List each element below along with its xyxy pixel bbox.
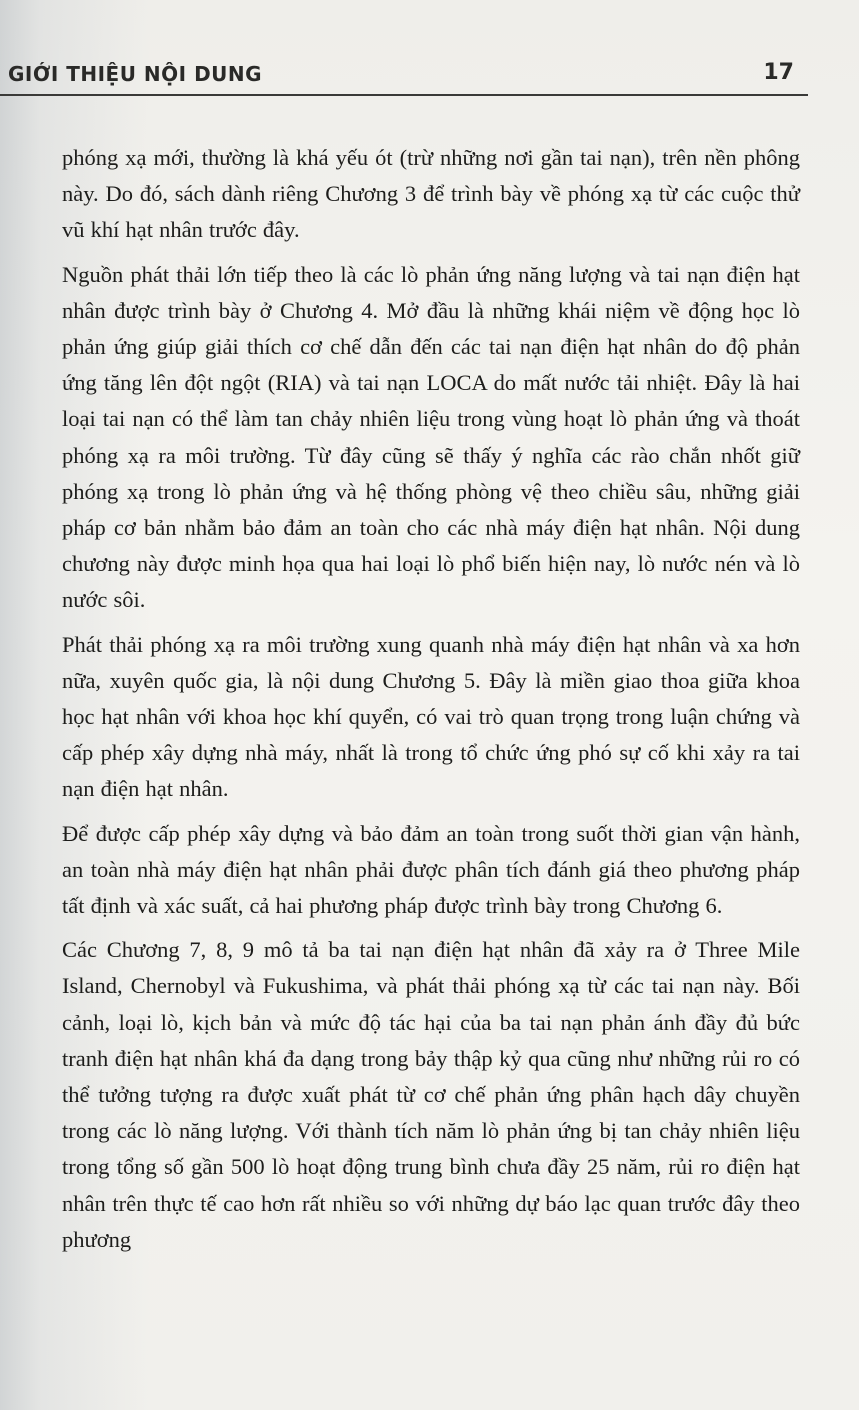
body-text: [62, 140, 800, 1258]
header-divider: [0, 94, 808, 96]
paragraph: Các Chương 7, 8, 9 mô tả ba tai nạn điện hạt nhân đã xảy ra ở Three Mile Island, Chernobyl và Fukushima, và phát thải phóng xạ từ các tai nạn này. Bối cảnh, loại lò, kịch bản và mức độ tác hại của ba tai nạn phản ánh đầy đủ bức tranh điện hạt nhân khá đa dạng trong bảy thập kỷ qua cũng như những rủi ro có thể tưởng tượng ra được xuất phát từ cơ chế phản ứng phân hạch dây chuyền trong các lò năng lượng. Với thành tích năm lò phản ứng bị tan chảy nhiên liệu trong tổng số gần 500 lò hoạt động trung bình chưa đầy 25 năm, rủi ro điện hạt nhân trên thực tế cao hơn rất nhiều so với những dự báo lạc quan trước đây theo phương: [62, 937, 800, 1252]
paragraph: phóng xạ mới, thường là khá yếu ót (trừ những nơi gần tai nạn), trên nền phông này. Do đó, sách dành riêng Chương 3 để trình bày về phóng xạ từ các cuộc thử vũ khí hạt nhân trước đây.: [62, 145, 800, 243]
paragraph: Nguồn phát thải lớn tiếp theo là các lò phản ứng năng lượng và tai nạn điện hạt nhân được trình bày ở Chương 4. Mở đầu là những khái niệm về động học lò phản ứng giúp giải thích cơ chế dẫn đến các tai nạn điện hạt nhân do độ phản ứng tăng lên đột ngột (RIA) và tai nạn LOCA do mất nước tải nhiệt. Đây là hai loại tai nạn có thể làm tan chảy nhiên liệu trong vùng hoạt lò phản ứng và thoát phóng xạ ra môi trường. Từ đây cũng sẽ thấy ý nghĩa các rào chắn nhốt giữ phóng xạ trong lò phản ứng và hệ thống phòng vệ theo chiều sâu, những giải pháp cơ bản nhằm bảo đảm an toàn cho các nhà máy điện hạt nhân. Nội dung chương này được minh họa qua hai loại lò phổ biến hiện nay, lò nước nén và lò nước sôi.: [62, 261, 800, 613]
page-number: 17: [763, 60, 794, 85]
chapter-title: GIỚI THIỆU NỘI DUNG: [8, 62, 263, 86]
running-header: [0, 52, 859, 100]
paragraph: Phát thải phóng xạ ra môi trường xung quanh nhà máy điện hạt nhân và xa hơn nữa, xuyên quốc gia, là nội dung Chương 5. Đây là miền giao thoa giữa khoa học hạt nhân với khoa học khí quyển, có vai trò quan trọng trong luận chứng và cấp phép xây dựng nhà máy, nhất là trong tổ chức ứng phó sự cố khi xảy ra tai nạn điện hạt nhân.: [62, 631, 800, 802]
paragraph: Để được cấp phép xây dựng và bảo đảm an toàn trong suốt thời gian vận hành, an toàn nhà máy điện hạt nhân phải được phân tích đánh giá theo phương pháp tất định và xác suất, cả hai phương pháp được trình bày trong Chương 6.: [62, 820, 800, 919]
